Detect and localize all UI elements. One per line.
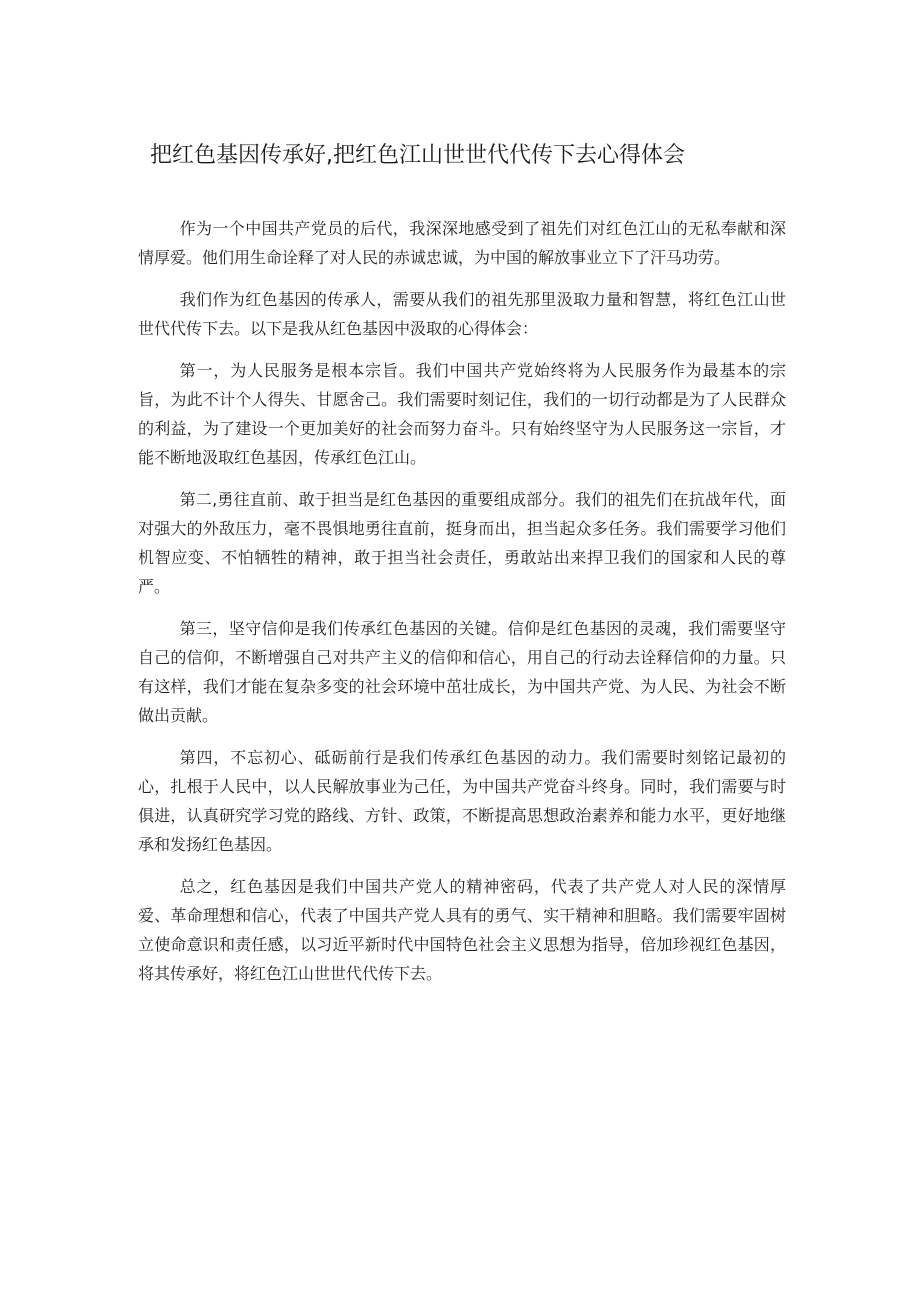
paragraph-intro: 作为一个中国共产党员的后代，我深深地感受到了祖先们对红色江山的无私奉献和深情厚爱。他们用生命诠释了对人民的赤诚忠诚，为中国的解放事业立下了汗马功劳。 — [138, 219, 786, 267]
paragraph-point-four: 第四，不忘初心、砥砺前行是我们传承红色基因的动力。我们需要时刻铭记最初的心，扎根于人民中，以人民解放事业为己任，为中国共产党奋斗终身。同时，我们需要与时俱进，认真研究学习党的路线、方针、政策，不断提高思想政治素养和能力水平，更好地继承和发扬红色基因。 — [138, 748, 786, 854]
document-body — [138, 214, 786, 1001]
paragraph-point-three: 第三，坚守信仰是我们传承红色基因的关键。信仰是红色基因的灵魂，我们需要坚守自己的信仰，不断增强自己对共产主义的信仰和信心，用自己的行动去诠释信仰的力量。只有这样，我们才能在复杂多变的社会环境中茁壮成长，为中国共产党、为人民、为社会不断做出贡献。 — [138, 619, 786, 725]
document-title: 把红色基因传承好,把红色江山世世代代传下去心得体会 — [150, 143, 685, 168]
paragraph-inheritors: 我们作为红色基因的传承人，需要从我们的祖先那里汲取力量和智慧，将红色江山世世代代传下去。以下是我从红色基因中汲取的心得体会： — [138, 290, 786, 338]
paragraph-point-one: 第一，为人民服务是根本宗旨。我们中国共产党始终将为人民服务作为最基本的宗旨，为此不计个人得失、甘愿舍己。我们需要时刻记住，我们的一切行动都是为了人民群众的利益，为了建设一个更加美好的社会而努力奋斗。只有始终坚守为人民服务这一宗旨，才能不断地汲取红色基因，传承红色江山。 — [138, 361, 786, 467]
paragraph-conclusion: 总之，红色基因是我们中国共产党人的精神密码，代表了共产党人对人民的深情厚爱、革命理想和信心，代表了中国共产党人具有的勇气、实干精神和胆略。我们需要牢固树立使命意识和责任感，以习近平新时代中国特色社会主义思想为指导，倍加珍视红色基因，将其传承好，将红色江山世世代代传下去。 — [138, 877, 786, 983]
paragraph-point-two: 第二,勇往直前、敢于担当是红色基因的重要组成部分。我们的祖先们在抗战年代，面对强大的外敌压力，毫不畏惧地勇往直前，挺身而出，担当起众多任务。我们需要学习他们机智应变、不怕牺牲的精神，敢于担当社会责任，勇敢站出来捍卫我们的国家和人民的尊严。 — [138, 490, 786, 596]
